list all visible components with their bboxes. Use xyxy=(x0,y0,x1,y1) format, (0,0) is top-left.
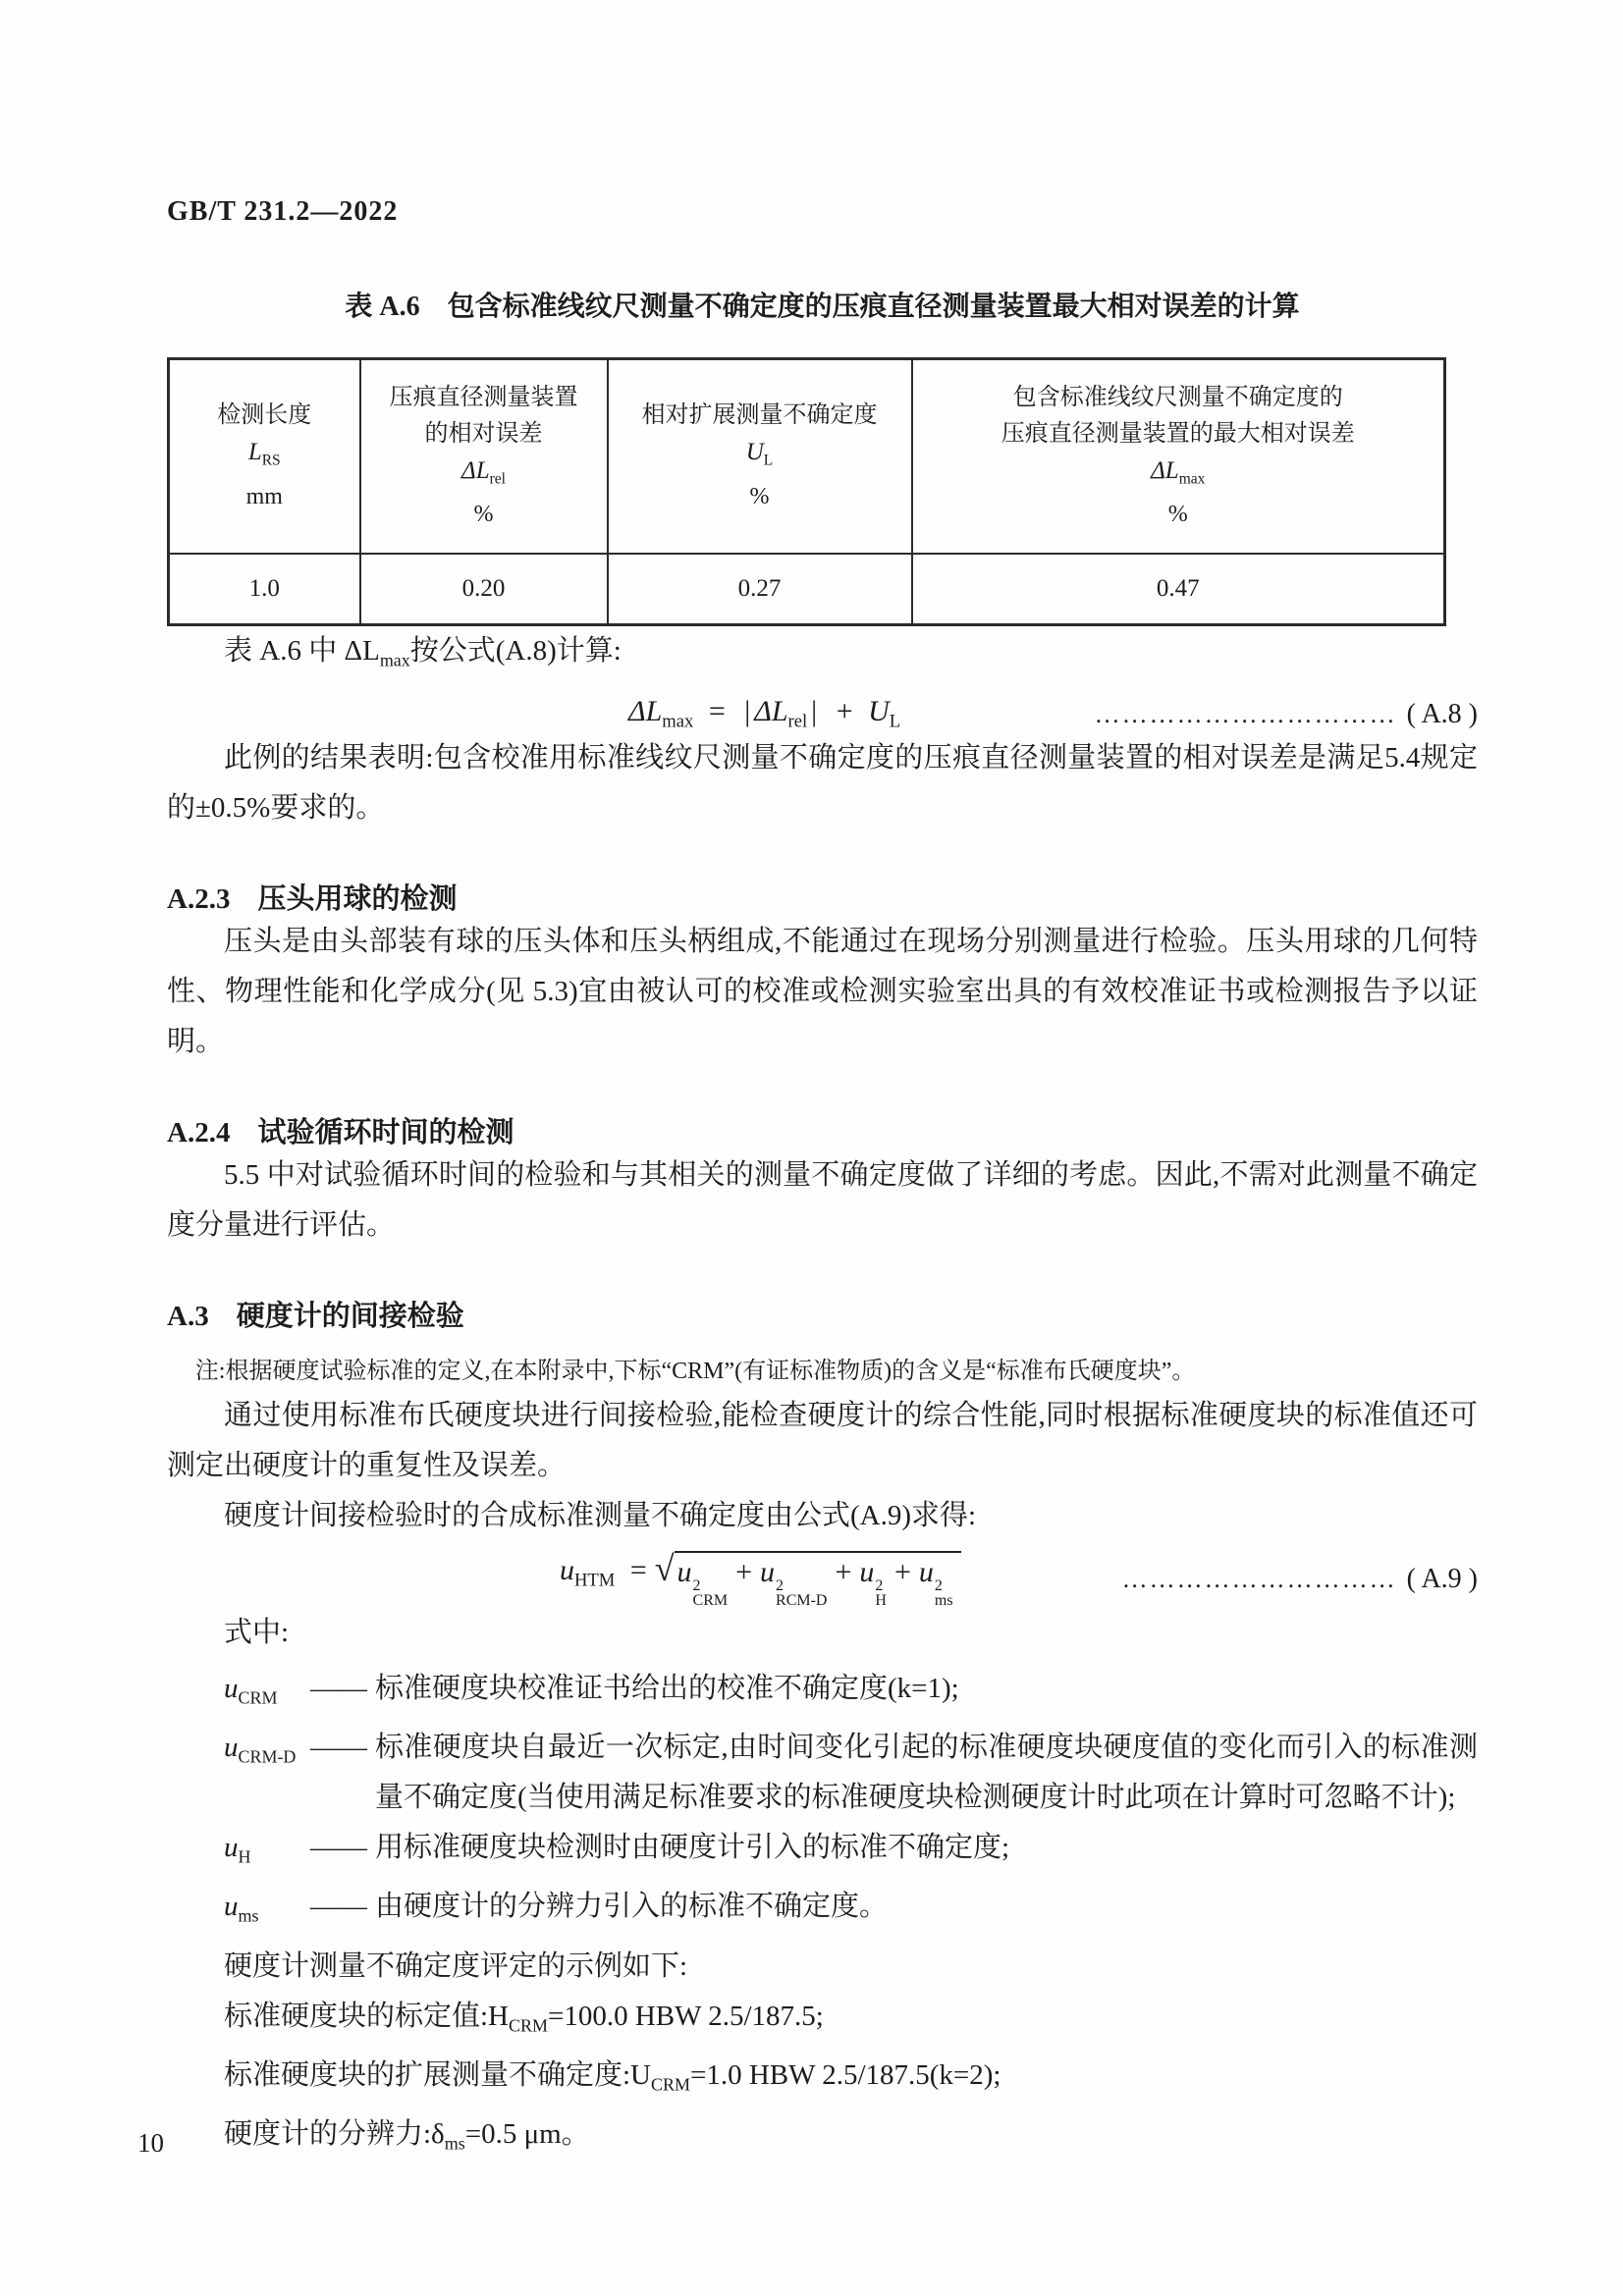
col-name: 的相对误差 xyxy=(424,420,543,447)
page-content xyxy=(167,196,1478,2168)
section-title: 试验循环时间的检测 xyxy=(257,1116,514,1148)
term-sup: 2 xyxy=(692,1576,701,1594)
example-line-1 xyxy=(167,1992,1478,2051)
col-unit: % xyxy=(749,483,770,509)
col-symbol xyxy=(615,434,905,478)
definition-dash: —— xyxy=(310,1672,367,1704)
definition-dash: —— xyxy=(310,1832,367,1864)
abs-term: ΔL xyxy=(754,695,788,728)
term-scripts xyxy=(935,1578,953,1608)
definition-dash: —— xyxy=(310,1732,367,1764)
intro-pre: 表 A.6 中 ΔL xyxy=(224,635,380,667)
term-base: u xyxy=(918,1555,934,1588)
term-base: u xyxy=(224,1832,239,1864)
page-number: 10 xyxy=(137,2128,164,2158)
symbol-sub: rel xyxy=(489,470,506,488)
term-sub: CRM-D xyxy=(238,1746,297,1767)
abs-bar: | xyxy=(744,695,751,728)
definition-item xyxy=(167,1823,1478,1882)
term-base: u xyxy=(224,1732,239,1764)
formula-a9-row xyxy=(167,1548,1478,1609)
section-number: A.2.3 xyxy=(167,882,231,915)
plus-sign: + xyxy=(835,1555,852,1588)
table-a6-header-cell xyxy=(360,359,608,555)
formula-a8-row xyxy=(167,695,1478,733)
col-name: 相对扩展测量不确定度 xyxy=(641,402,878,429)
table-a6 xyxy=(167,357,1446,626)
definition-desc: 用标准硬度块检测时由硬度计引入的标准不确定度; xyxy=(375,1832,1010,1864)
term-base: u xyxy=(859,1555,875,1588)
col-name: 压痕直径测量装置 xyxy=(389,384,578,410)
table-cell: 0.20 xyxy=(360,554,608,625)
square-root xyxy=(654,1548,961,1609)
col-symbol xyxy=(919,453,1438,497)
equals-sign: = xyxy=(629,1553,647,1586)
symbol-sub: L xyxy=(763,452,774,469)
table-a6-header-cell xyxy=(169,359,360,555)
formula-lhs: u xyxy=(560,1553,574,1586)
formula-a9 xyxy=(560,1548,961,1609)
plus-sign: + xyxy=(836,695,853,728)
formula-lhs-sub: HTM xyxy=(574,1570,616,1591)
col-unit: mm xyxy=(245,483,283,509)
definition-desc: 标准硬度块自最近一次标定,由时间变化引起的标准硬度块硬度值的变化而引入的标准测量不确定度(当使用满足标准要求的标准硬度块检测硬度计时此项在计算时可忽略不计); xyxy=(375,1732,1478,1814)
section-number: A.3 xyxy=(167,1300,209,1332)
symbol-main: ΔL xyxy=(461,456,490,484)
term-sub: CRM xyxy=(692,1591,729,1609)
symbol-main: U xyxy=(745,439,764,466)
table-a6-header-cell xyxy=(912,359,1445,555)
section-a23-body: 压头是由头部装有球的压头体和压头柄组成,不能通过在现场分别测量进行检验。压头用球的几何特性、物理性能和化学成分(见 5.3)宜由被认可的校准或检测实验室出具的有效校准证书或检测报告予以证明。 xyxy=(167,925,1478,1057)
definition-dash: —— xyxy=(310,1891,367,1923)
symbol-sub: max xyxy=(1178,470,1206,488)
sub: CRM xyxy=(509,2014,548,2035)
table-cell: 0.47 xyxy=(912,554,1445,625)
table-cell: 0.27 xyxy=(608,554,912,625)
term-scripts xyxy=(875,1578,887,1608)
symbol-sub: RS xyxy=(261,452,281,469)
intro-post: 按公式(A.8)计算: xyxy=(409,635,622,667)
section-a24-body: 5.5 中对试验循环时间的检验和与其相关的测量不确定度做了详细的考虑。因此,不需对此测量不确定度分量进行评估。 xyxy=(167,1158,1478,1241)
term-base: u xyxy=(760,1555,776,1588)
symbol-main: ΔL xyxy=(1151,456,1179,484)
formula-a8-label: ( A.8 ) xyxy=(1406,698,1478,729)
col-symbol xyxy=(176,434,353,478)
section-a3-body1: 通过使用标准布氏硬度块进行间接检验,能检查硬度计的综合性能,同时根据标准硬度块的标准值还可测定出硬度计的重复性及误差。 xyxy=(167,1399,1478,1481)
radicand xyxy=(675,1551,961,1608)
text: 硬度计的分辨力:δ xyxy=(224,2118,445,2151)
formula-a8-intro xyxy=(167,626,1478,685)
definition-list xyxy=(167,1664,1478,1942)
term-sup: 2 xyxy=(934,1576,943,1594)
section-title: 硬度计的间接检验 xyxy=(236,1300,464,1332)
example-line-2 xyxy=(167,2051,1478,2109)
term-sub: ms xyxy=(934,1591,953,1609)
text: =1.0 HBW 2.5/187.5(k=2); xyxy=(689,2058,1001,2091)
col-name: 包含标准线纹尺测量不确定度的 xyxy=(1012,384,1343,410)
term-sub: ms xyxy=(238,1905,259,1926)
definition-desc: 标准硬度块校准证书给出的校准不确定度(k=1); xyxy=(375,1672,959,1704)
col-name: 压痕直径测量装置的最大相对误差 xyxy=(1001,420,1355,447)
radical-sign: √ xyxy=(654,1548,675,1588)
term-base: u xyxy=(224,1672,239,1704)
section-a23-heading xyxy=(167,877,1478,917)
table-a6-data-row xyxy=(169,554,1445,625)
definition-item xyxy=(167,1882,1478,1941)
u-term-sub: L xyxy=(889,711,901,732)
u-term: U xyxy=(868,695,890,728)
example-line-3 xyxy=(167,2109,1478,2168)
text: 标准硬度块的标定值:H xyxy=(224,2000,510,2032)
section-a24-heading xyxy=(167,1110,1478,1150)
text: =0.5 μm。 xyxy=(464,2118,590,2151)
result-paragraph: 此例的结果表明:包含校准用标准线纹尺测量不确定度的压痕直径测量装置的相对误差是满足5.4规定的±0.5%要求的。 xyxy=(167,741,1478,824)
section-a3-heading xyxy=(167,1294,1478,1334)
sub: ms xyxy=(444,2133,465,2154)
section-a3-body2: 硬度计间接检验时的合成标准测量不确定度由公式(A.9)求得: xyxy=(224,1499,977,1531)
sub: CRM xyxy=(651,2074,690,2095)
col-symbol xyxy=(367,453,601,497)
text: =100.0 HBW 2.5/187.5; xyxy=(547,2000,824,2032)
term-base: u xyxy=(224,1891,239,1923)
definitions-intro: 式中: xyxy=(224,1616,290,1648)
term-scripts xyxy=(776,1578,827,1608)
definition-item xyxy=(167,1723,1478,1823)
term-sub: H xyxy=(238,1846,251,1867)
abs-term-sub: rel xyxy=(787,711,808,732)
term-sub: RCM-D xyxy=(776,1591,828,1609)
section-title: 压头用球的检测 xyxy=(257,882,458,915)
formula-a8 xyxy=(628,695,900,733)
section-number: A.2.4 xyxy=(167,1116,231,1148)
definition-term xyxy=(224,1723,310,1782)
section-a3-note: 注:根据硬度试验标准的定义,在本附录中,下标“CRM”(有证标准物质)的含义是“标准布氏硬度块”。 xyxy=(194,1358,1196,1384)
standard-code: GB/T 231.2—2022 xyxy=(167,196,399,227)
example-intro: 硬度计测量不确定度评定的示例如下: xyxy=(224,1949,688,1982)
symbol-main: L xyxy=(247,439,262,466)
abs-bar: | xyxy=(811,695,818,728)
term-scripts xyxy=(693,1578,729,1608)
definition-term xyxy=(224,1823,310,1882)
table-cell: 1.0 xyxy=(169,554,360,625)
intro-sub: max xyxy=(379,650,410,670)
formula-lhs: ΔL xyxy=(628,695,663,728)
table-a6-header-cell xyxy=(608,359,912,555)
text: 标准硬度块的扩展测量不确定度:U xyxy=(224,2058,652,2091)
term-sup: 2 xyxy=(776,1576,784,1594)
table-a6-header-row xyxy=(169,359,1445,555)
definition-item xyxy=(167,1664,1478,1723)
definition-term xyxy=(224,1882,310,1941)
table-a6-title: 表 A.6 包含标准线纹尺测量不确定度的压痕直径测量装置最大相对误差的计算 xyxy=(345,292,1300,322)
term-sub: H xyxy=(875,1591,887,1609)
formula-a9-label: ( A.9 ) xyxy=(1406,1563,1478,1594)
plus-sign: + xyxy=(735,1555,753,1588)
equals-sign: = xyxy=(708,695,726,728)
dotted-leader: …………………………… xyxy=(1094,699,1397,728)
definition-desc: 由硬度计的分辨力引入的标准不确定度。 xyxy=(375,1891,889,1923)
definition-term xyxy=(224,1664,310,1723)
plus-sign: + xyxy=(893,1555,911,1588)
term-base: u xyxy=(676,1555,692,1588)
formula-lhs-sub: max xyxy=(662,711,694,732)
term-sub: CRM xyxy=(238,1687,278,1708)
col-name: 检测长度 xyxy=(217,402,312,429)
col-unit: % xyxy=(473,502,494,528)
dotted-leader: ………………………… xyxy=(1121,1564,1397,1593)
col-unit: % xyxy=(1167,502,1188,528)
term-sup: 2 xyxy=(875,1576,884,1594)
